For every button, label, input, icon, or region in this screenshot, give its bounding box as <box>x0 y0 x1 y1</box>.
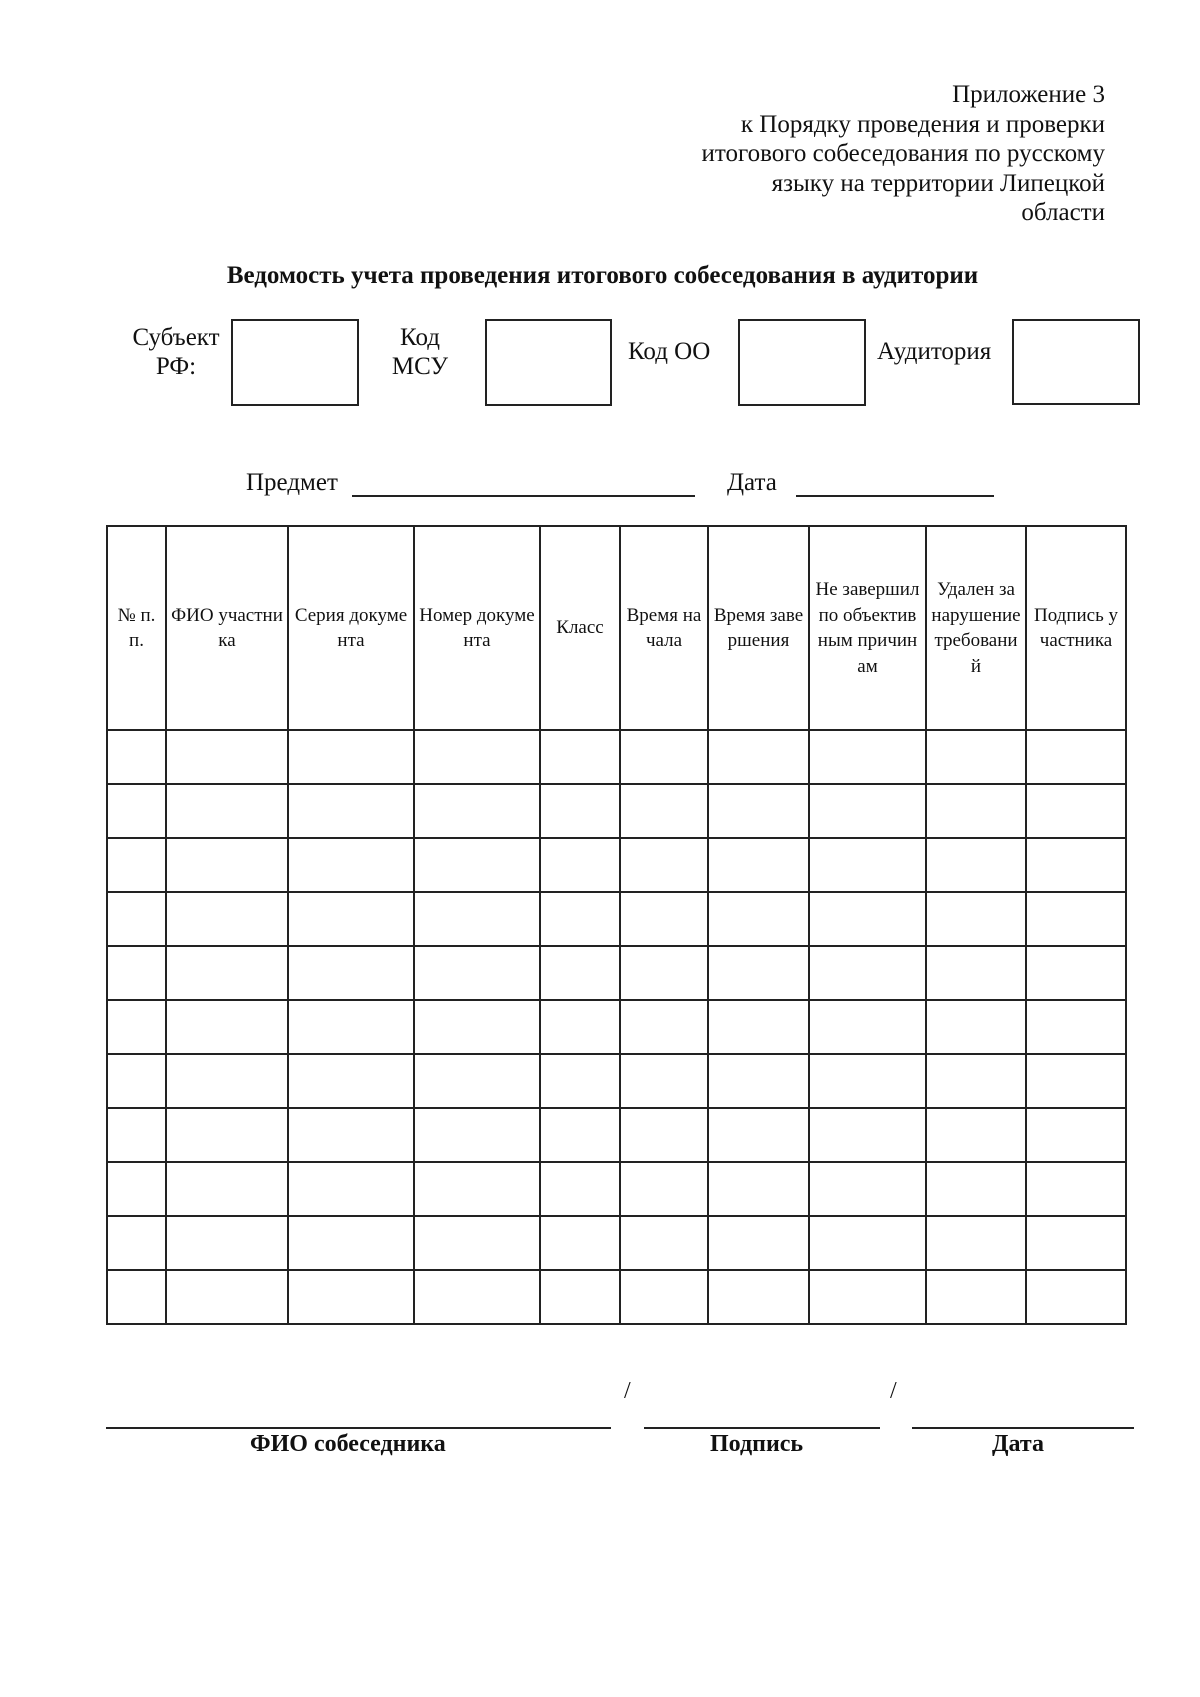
table-cell[interactable] <box>540 946 620 1000</box>
table-cell[interactable] <box>540 730 620 784</box>
table-cell[interactable] <box>809 838 926 892</box>
table-cell[interactable] <box>809 1054 926 1108</box>
table-cell[interactable] <box>166 838 288 892</box>
document-title: Ведомость учета проведения итогового собеседования в аудитории <box>226 262 979 289</box>
table-cell[interactable] <box>809 1162 926 1216</box>
table-cell[interactable] <box>540 784 620 838</box>
table-cell[interactable] <box>926 946 1026 1000</box>
table-cell[interactable] <box>926 1216 1026 1270</box>
column-header-text: Серия документа <box>294 604 408 651</box>
appendix-note <box>545 80 1105 228</box>
table-cell[interactable] <box>414 1000 540 1054</box>
subject-field[interactable] <box>231 319 359 406</box>
table-cell[interactable] <box>926 1108 1026 1162</box>
column-header-text: ФИО участника <box>171 604 283 651</box>
table-cell[interactable] <box>166 1270 288 1324</box>
auditorium-field[interactable] <box>1012 319 1140 405</box>
table-cell[interactable] <box>1026 892 1126 946</box>
table-cell[interactable] <box>708 1270 809 1324</box>
table-cell[interactable] <box>540 892 620 946</box>
table-cell[interactable] <box>540 1216 620 1270</box>
table-cell[interactable] <box>620 1270 708 1324</box>
table-cell[interactable] <box>288 1162 414 1216</box>
table-cell[interactable] <box>809 1108 926 1162</box>
table-cell[interactable] <box>1026 1216 1126 1270</box>
column-header <box>809 526 926 730</box>
auditorium-label: Аудитория <box>877 338 992 365</box>
msu-label <box>384 323 456 381</box>
table-cell[interactable] <box>620 1216 708 1270</box>
table-cell[interactable] <box>620 892 708 946</box>
table-cell[interactable] <box>288 1270 414 1324</box>
table-cell[interactable] <box>708 730 809 784</box>
table-cell[interactable] <box>1026 1270 1126 1324</box>
subject-underline[interactable] <box>352 495 695 497</box>
table-cell[interactable] <box>166 730 288 784</box>
msu-label-line: Код <box>400 324 440 351</box>
table-cell[interactable] <box>107 1270 166 1324</box>
column-header <box>166 526 288 730</box>
table-row <box>107 730 1126 784</box>
subject-label-line: Субъект <box>132 324 220 351</box>
date-underline[interactable] <box>796 495 994 497</box>
table-cell[interactable] <box>107 784 166 838</box>
table-cell[interactable] <box>288 1054 414 1108</box>
table-cell[interactable] <box>107 1162 166 1216</box>
column-header-text: № п.п. <box>117 604 156 651</box>
column-header-text: Класс <box>556 617 604 639</box>
column-header <box>926 526 1026 730</box>
signature-separator: / <box>890 1378 897 1404</box>
interviewer-name-line[interactable] <box>106 1427 611 1429</box>
table-cell[interactable] <box>708 784 809 838</box>
table-cell[interactable] <box>166 1108 288 1162</box>
table-cell[interactable] <box>166 1000 288 1054</box>
table-row <box>107 1270 1126 1324</box>
table-cell[interactable] <box>414 892 540 946</box>
table-cell[interactable] <box>414 730 540 784</box>
table-cell[interactable] <box>809 892 926 946</box>
column-header <box>414 526 540 730</box>
table-cell[interactable] <box>288 1216 414 1270</box>
table-cell[interactable] <box>414 838 540 892</box>
table-cell[interactable] <box>708 946 809 1000</box>
table-cell[interactable] <box>166 784 288 838</box>
table-cell[interactable] <box>414 784 540 838</box>
signature-label: Подпись <box>710 1431 804 1457</box>
table-cell[interactable] <box>107 838 166 892</box>
table-cell[interactable] <box>288 730 414 784</box>
table-cell[interactable] <box>166 1054 288 1108</box>
table-cell[interactable] <box>926 730 1026 784</box>
table-cell[interactable] <box>414 1054 540 1108</box>
table-cell[interactable] <box>540 1162 620 1216</box>
table-row <box>107 892 1126 946</box>
table-cell[interactable] <box>809 1000 926 1054</box>
table-row <box>107 1000 1126 1054</box>
appendix-line: области <box>1021 199 1105 226</box>
column-header <box>620 526 708 730</box>
appendix-line: Приложение 3 <box>952 81 1105 108</box>
table-cell[interactable] <box>620 838 708 892</box>
table-cell[interactable] <box>107 946 166 1000</box>
table-cell[interactable] <box>288 946 414 1000</box>
table-cell[interactable] <box>540 1000 620 1054</box>
table-cell[interactable] <box>288 838 414 892</box>
column-header-text: Удален за нарушение требований <box>931 579 1021 677</box>
table-cell[interactable] <box>926 1054 1026 1108</box>
table-cell[interactable] <box>620 1162 708 1216</box>
table-cell[interactable] <box>1026 784 1126 838</box>
table-cell[interactable] <box>107 892 166 946</box>
table-cell[interactable] <box>708 1162 809 1216</box>
table-cell[interactable] <box>620 1054 708 1108</box>
table-cell[interactable] <box>1026 730 1126 784</box>
subject-label <box>118 323 234 381</box>
table-cell[interactable] <box>708 1216 809 1270</box>
table-cell[interactable] <box>708 838 809 892</box>
table-cell[interactable] <box>166 1216 288 1270</box>
table-cell[interactable] <box>620 784 708 838</box>
table-cell[interactable] <box>1026 1162 1126 1216</box>
oo-code-label: Код ОО <box>628 338 711 365</box>
table-cell[interactable] <box>288 784 414 838</box>
column-header <box>1026 526 1126 730</box>
table-row <box>107 946 1126 1000</box>
table-row <box>107 838 1126 892</box>
table-cell[interactable] <box>620 1000 708 1054</box>
table-cell[interactable] <box>166 1162 288 1216</box>
table-cell[interactable] <box>708 1108 809 1162</box>
table-cell[interactable] <box>708 892 809 946</box>
table-cell[interactable] <box>926 838 1026 892</box>
table-row <box>107 1054 1126 1108</box>
table-row <box>107 1216 1126 1270</box>
column-header <box>288 526 414 730</box>
table-cell[interactable] <box>926 1162 1026 1216</box>
participants-table <box>106 525 1127 1325</box>
table-cell[interactable] <box>414 1270 540 1324</box>
table-cell[interactable] <box>708 1000 809 1054</box>
table-cell[interactable] <box>540 1054 620 1108</box>
oo-code-field[interactable] <box>738 319 866 406</box>
table-cell[interactable] <box>1026 838 1126 892</box>
table-row <box>107 784 1126 838</box>
appendix-line: итогового собеседования по русскому <box>701 140 1105 167</box>
table-cell[interactable] <box>708 1054 809 1108</box>
table-cell[interactable] <box>809 946 926 1000</box>
table-cell[interactable] <box>1026 1000 1126 1054</box>
column-header-text: Не завершил по объективным причинам <box>815 579 920 677</box>
table-cell[interactable] <box>926 892 1026 946</box>
signature-date-line[interactable] <box>912 1427 1134 1429</box>
column-header-text: Подпись участника <box>1033 604 1119 651</box>
table-cell[interactable] <box>288 1000 414 1054</box>
table-cell[interactable] <box>414 1108 540 1162</box>
table-cell[interactable] <box>414 946 540 1000</box>
table-cell[interactable] <box>620 946 708 1000</box>
subject-line-label: Предмет <box>246 469 338 496</box>
column-header-text: Номер документа <box>419 604 535 651</box>
appendix-line: к Порядку проведения и проверки <box>740 110 1105 138</box>
table-cell[interactable] <box>107 1000 166 1054</box>
table-cell[interactable] <box>107 1216 166 1270</box>
table-body <box>107 730 1126 1324</box>
table-cell[interactable] <box>809 784 926 838</box>
table-cell[interactable] <box>1026 1054 1126 1108</box>
subject-label-line: РФ: <box>155 353 197 380</box>
table-cell[interactable] <box>809 1270 926 1324</box>
table-cell[interactable] <box>809 730 926 784</box>
table-cell[interactable] <box>809 1216 926 1270</box>
signature-separator: / <box>624 1378 631 1404</box>
table-cell[interactable] <box>166 946 288 1000</box>
appendix-line: языку на территории Липецкой <box>771 169 1105 197</box>
table-cell[interactable] <box>620 730 708 784</box>
table-row <box>107 1108 1126 1162</box>
table-cell[interactable] <box>540 838 620 892</box>
table-cell[interactable] <box>107 1108 166 1162</box>
table-cell[interactable] <box>926 1000 1026 1054</box>
table-cell[interactable] <box>107 1054 166 1108</box>
table-cell[interactable] <box>1026 946 1126 1000</box>
signature-date-label: Дата <box>992 1431 1044 1457</box>
table-cell[interactable] <box>926 784 1026 838</box>
table-cell[interactable] <box>1026 1108 1126 1162</box>
table-cell[interactable] <box>414 1216 540 1270</box>
table-row <box>107 1162 1126 1216</box>
table-cell[interactable] <box>414 1162 540 1216</box>
date-line-label: Дата <box>727 469 777 496</box>
column-header <box>708 526 809 730</box>
msu-code-field[interactable] <box>485 319 612 406</box>
interviewer-name-label: ФИО собеседника <box>250 1431 446 1457</box>
table-cell[interactable] <box>620 1108 708 1162</box>
column-header-text: Время завершения <box>713 604 804 651</box>
column-header-text: Время начала <box>626 604 702 651</box>
column-header <box>107 526 166 730</box>
column-header <box>540 526 620 730</box>
table-cell[interactable] <box>926 1270 1026 1324</box>
table-cell[interactable] <box>540 1270 620 1324</box>
signature-line[interactable] <box>644 1427 880 1429</box>
msu-label-line: МСУ <box>391 353 449 380</box>
table-cell[interactable] <box>288 1108 414 1162</box>
table-cell[interactable] <box>540 1108 620 1162</box>
table-header-row <box>107 526 1126 730</box>
table-cell[interactable] <box>288 892 414 946</box>
table-cell[interactable] <box>107 730 166 784</box>
table-cell[interactable] <box>166 892 288 946</box>
